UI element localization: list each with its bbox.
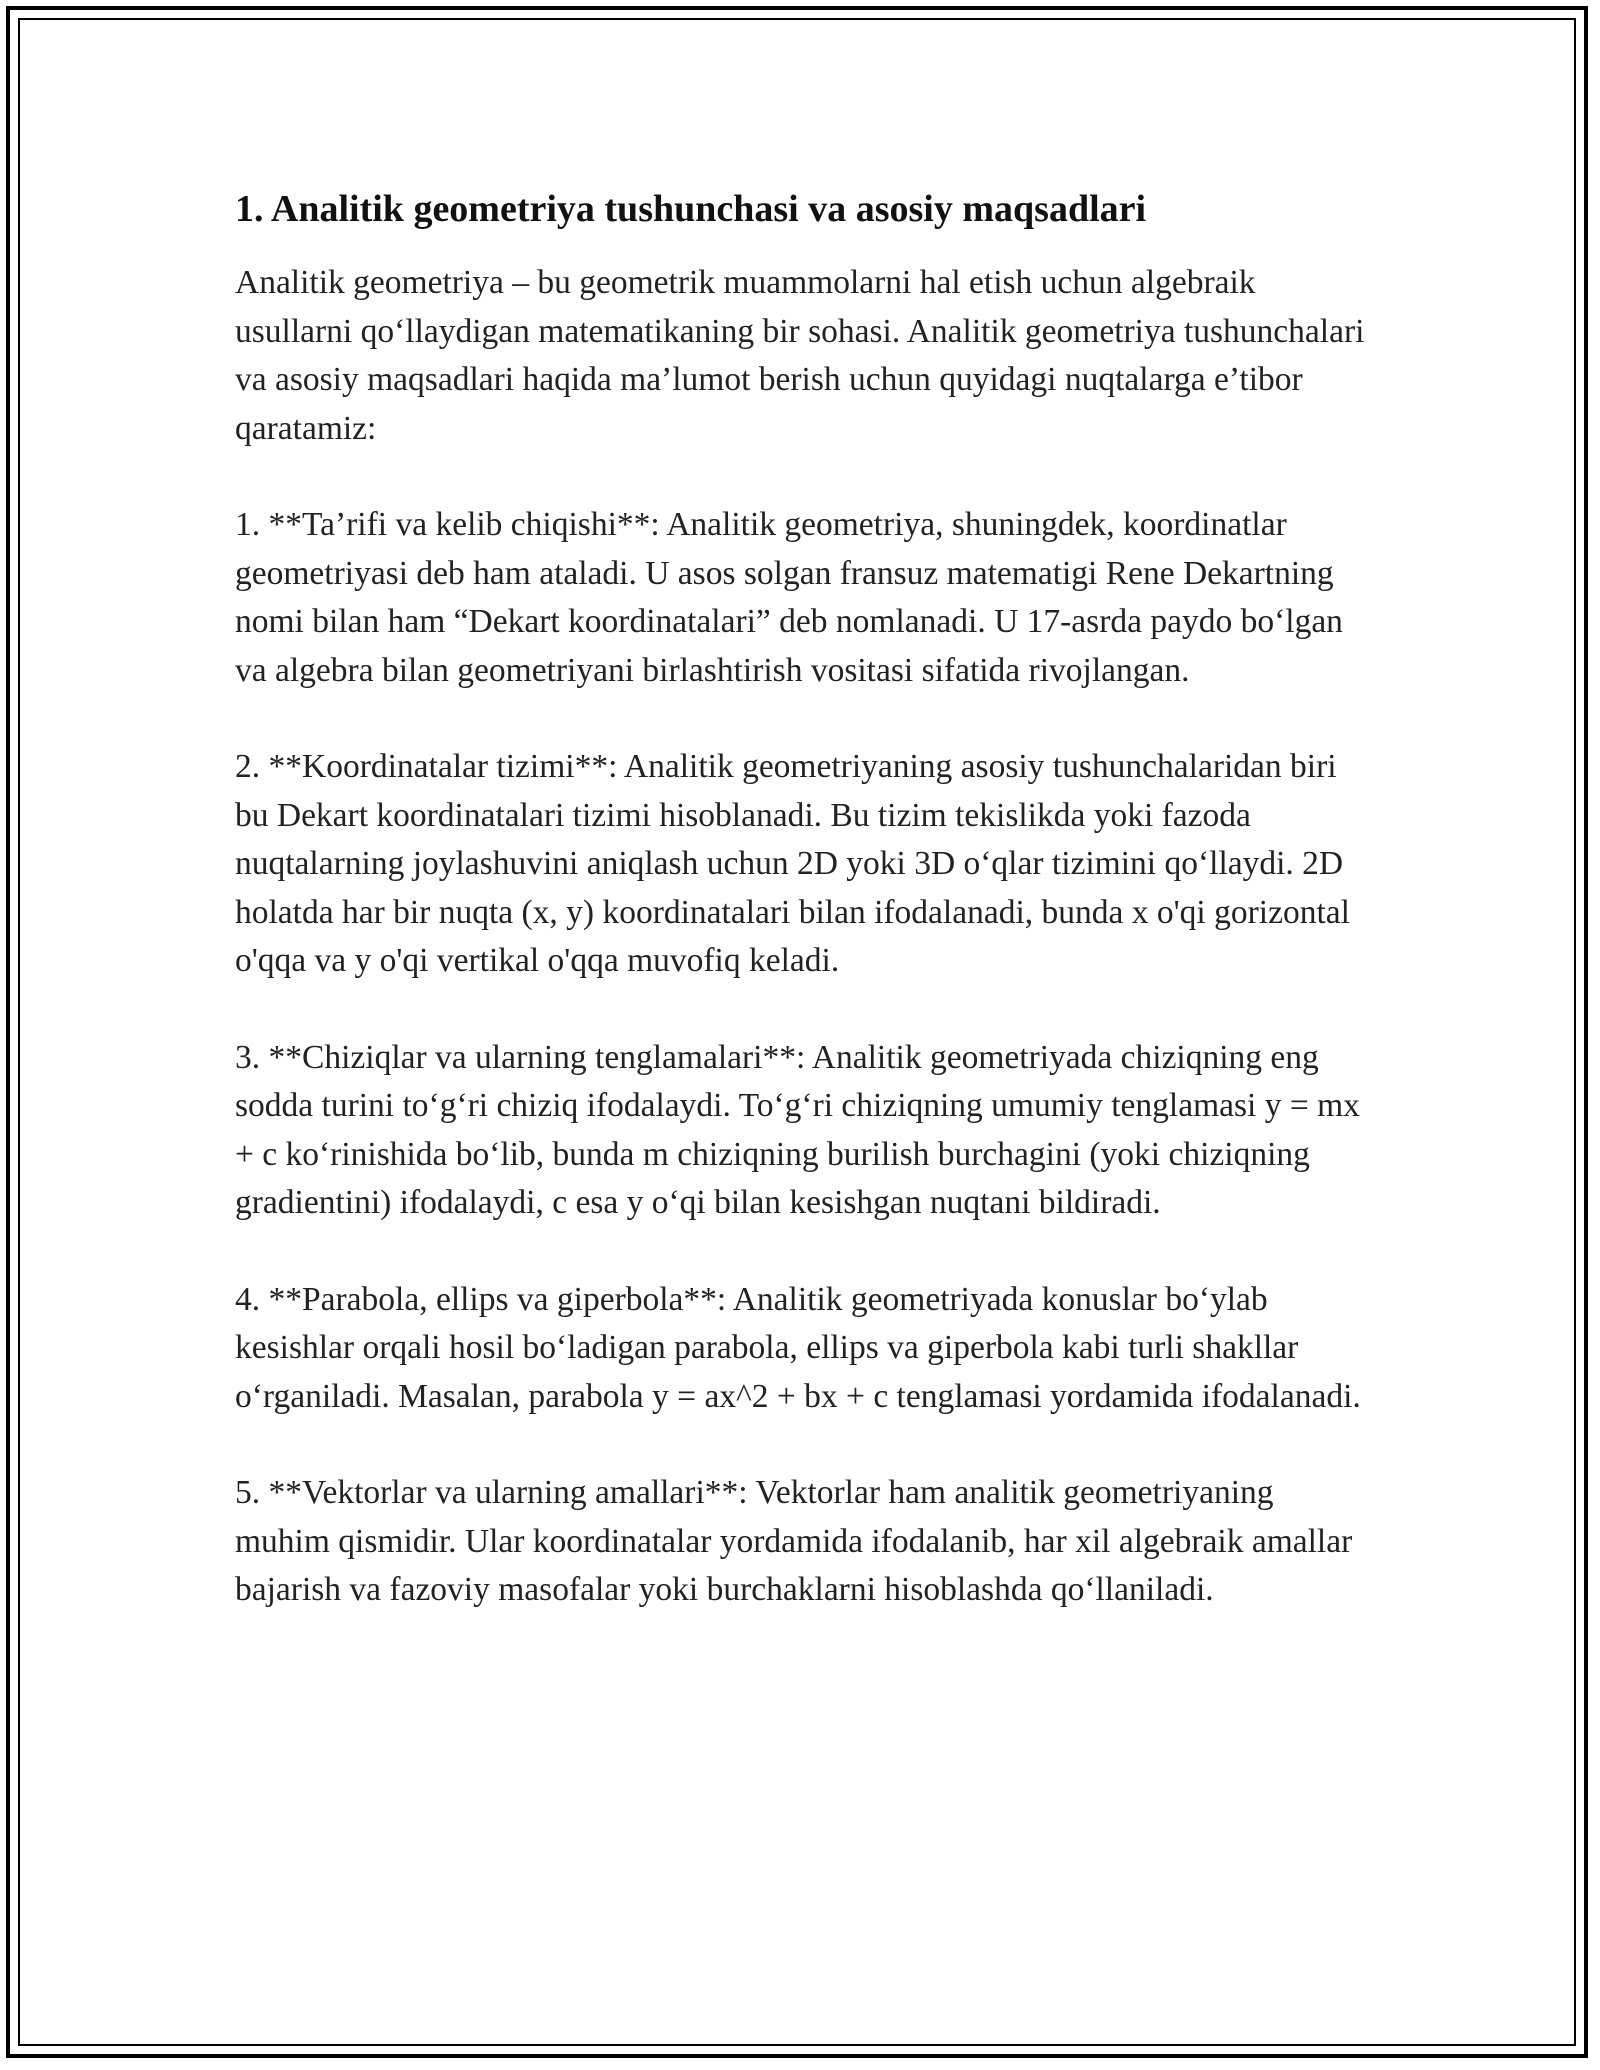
paragraph-definition-origin: 1. **Ta’rifi va kelib chiqishi**: Analitik geometriya, shuningdek, koordinatlar geometriyasi deb ham ataladi. U asos solgan fransuz matematigi Rene Dekartning nomi bilan ham “Dekart koordinatalari” deb nomlanadi. U 17-asrda paydo bo‘lgan va algebra bilan geometriyani birlashtirish vositasi sifatida rivojlangan. xyxy=(235,506,1343,689)
paragraph-conic-sections: 4. **Parabola, ellips va giperbola**: Analitik geometriyada konuslar bo‘ylab kesishlar orqali hosil bo‘ladigan parabola, ellips va giperbola kabi turli shakllar o‘rganiladi. Masalan, parabola y = ax^2 + bx + c tenglamasi yordamida ifodalanadi. xyxy=(235,1280,1361,1415)
document-body xyxy=(235,185,1375,1663)
paragraph-vectors: 5. **Vektorlar va ularning amallari**: Vektorlar ham analitik geometriyaning muhim qismidir. Ular koordinatalar yordamida ifodalanib, har xil algebraik amallar bajarish va fazoviy masofalar yoki burchaklarni hisoblashda qo‘llaniladi. xyxy=(235,1474,1353,1608)
intro-paragraph: Analitik geometriya – bu geometrik muammolarni hal etish uchun algebraik usullarni qo‘llaydigan matematikaning bir sohasi. Analitik geometriya tushunchalari va asosiy maqsadlari haqida ma’lumot berish uchun quyidagi nuqtalarga e’tibor qaratamiz: xyxy=(235,264,1365,447)
paragraph-coordinate-system: 2. **Koordinatalar tizimi**: Analitik geometriyaning asosiy tushunchalaridan biri bu Dekart koordinatalari tizimi hisoblanadi. Bu tizim tekislikda yoki fazoda nuqtalarning joylashuvini aniqlash uchun 2D yoki 3D o‘qlar tizimini qo‘llaydi. 2D holatda har bir nuqta (x, y) koordinatalari bilan ifodalanadi, bunda x o'qi gorizontal o'qqa va y o'qi vertikal o'qqa muvofiq keladi. xyxy=(235,748,1350,979)
document-title: 1. Analitik geometriya tushunchasi va asosiy maqsadlari xyxy=(235,188,1147,230)
paragraph-lines-equations: 3. **Chiziqlar va ularning tenglamalari**: Analitik geometriyada chiziqning eng sodda turini to‘g‘ri chiziq ifodalaydi. To‘g‘ri chiziqning umumiy tenglamasi y = mx + c ko‘rinishida bo‘lib, bunda m chiziqning burilish burchagini (yoki chiziqning gradientini) ifodalaydi, c esa y o‘qi bilan kesishgan nuqtani bildiradi. xyxy=(235,1038,1360,1221)
